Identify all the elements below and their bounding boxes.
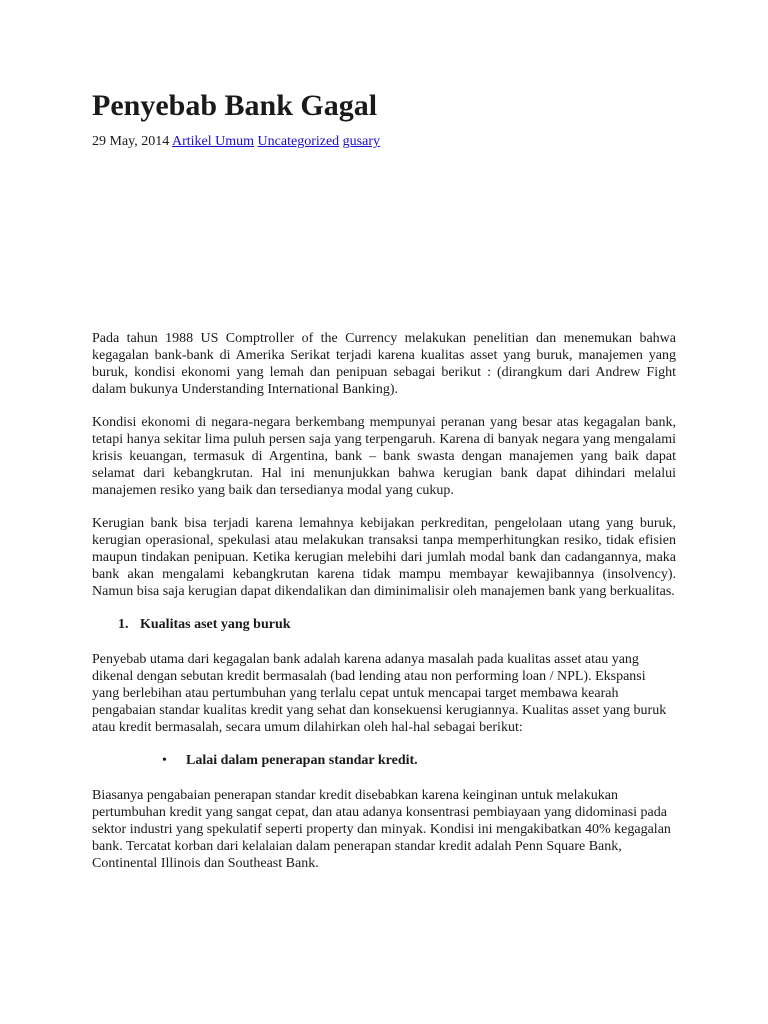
category-link-artikel-umum[interactable]: Artikel Umum [172, 134, 255, 149]
paragraph-standar-kredit: Biasanya pengabaian penerapan standar kredit disebabkan karena keinginan untuk melakukan pertumbuhan kredit yang sangat cepat, dan atau adanya konsentrasi pembiayaan yang didominasi pada sektor industri yang spekulatif seperti property dan minyak. Kondisi ini mengakibatkan 40% kegagalan bank. Tercatat korban dari kelalaian dalam penerapan standar kredit adalah Penn Square Bank, Continental Illinois dan Southeast Bank. [92, 788, 671, 871]
paragraph-intro-1: Pada tahun 1988 US Comptroller of the Currency melakukan penelitian dan menemukan bahwa kegagalan bank-bank di Amerika Serikat terjadi karena kualitas asset yang buruk, manajemen yang buruk, kondisi ekonomi yang lemah dan penipuan sebagai berikut : (dirangkum dari Andrew Fight dalam bukunya Understanding International Banking). [92, 331, 676, 397]
post-meta [92, 133, 380, 151]
article-body [92, 330, 676, 888]
bullet-icon: • [162, 753, 167, 768]
paragraph-section-1: Penyebab utama dari kegagalan bank adalah karena adanya masalah pada kualitas asset atau yang dikenal dengan sebutan kredit bermasalah (bad lending atau non performing loan / NPL). Ekspansi yang berlebihan atau pertumbuhan yang terlalu cepat untuk mencapai target membawa kearah pengabaian standar kualitas kredit yang sehat dan konsekuensi kerugiannya. Kualitas asset yang buruk atau kredit bermasalah, secara umum dilahirkan oleh hal-hal sebagai berikut: [92, 652, 667, 735]
category-link-uncategorized[interactable]: Uncategorized [257, 134, 340, 149]
paragraph-intro-3: Kerugian bank bisa terjadi karena lemahnya kebijakan perkreditan, pengelolaan utang yang buruk, kerugian operasional, spekulasi atau melakukan transaksi tanpa memperhitungkan resiko, tidak efisien maupun tindakan penipuan. Ketika kerugian melebihi dari jumlah modal bank dan cadangannya, maka bank akan mengalami kebangkrutan karena tidak mampu membayar kewajibannya (insolvency). Namun bisa saja kerugian dapat dikendalikan dan diminimalisir oleh manajemen bank yang berkualitas. [92, 516, 676, 599]
paragraph-intro-2: Kondisi ekonomi di negara-negara berkembang mempunyai peranan yang besar atas kegagalan bank, tetapi hanya sekitar lima puluh persen saja yang terpengaruh. Karena di banyak negara yang mengalami krisis keuangan, termasuk di Argentina, bank – bank swasta dengan manajemen yang baik dapat selamat dari kebangkrutan. Hal ini menunjukkan bahwa kerugian bank dapat dihindari melalui manajemen resiko yang baik dan tersedianya modal yang cukup. [92, 415, 676, 498]
section-heading-kualitas-aset [92, 616, 676, 633]
bullet-heading-standar-kredit [92, 752, 676, 769]
page-title: Penyebab Bank Gagal [92, 89, 378, 122]
author-link[interactable]: gusary [342, 134, 380, 149]
bullet-heading-text: Lalai dalam penerapan standar kredit. [186, 753, 418, 768]
section-heading-text: Kualitas aset yang buruk [140, 617, 291, 632]
post-date: 29 May, 2014 [92, 134, 170, 149]
section-number: 1. [118, 617, 129, 632]
